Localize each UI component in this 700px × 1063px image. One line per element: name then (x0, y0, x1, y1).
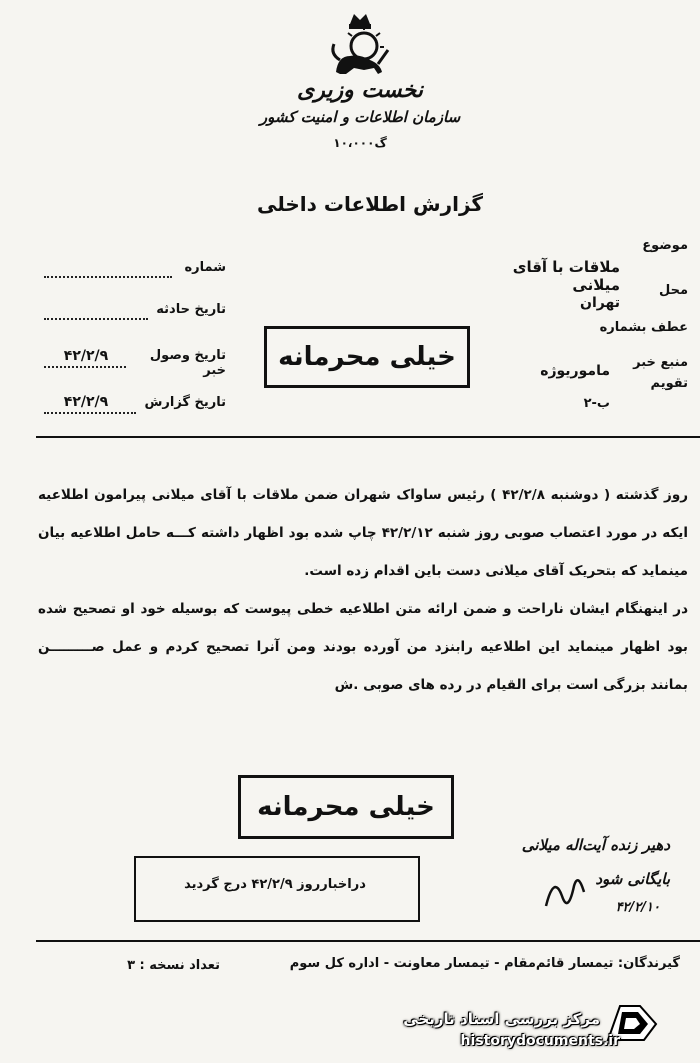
place-value: تهران (580, 295, 620, 311)
calendar-label: تقویم (650, 376, 688, 391)
report-body (38, 476, 688, 704)
reference-label: عطف بشماره (599, 320, 688, 335)
event-date-label: تاریخ حادثه (156, 302, 226, 317)
handwritten-note-line1: دهیر زنده آیت‌اله میلانی (521, 836, 670, 854)
calendar-value: ب-۲ (583, 396, 610, 411)
source-label: منبع خبر (633, 355, 688, 370)
number-label: شماره (184, 260, 226, 275)
report-date-label: تاریخ گزارش (144, 395, 226, 410)
source-value: ماموریوژه (540, 363, 610, 379)
copies-count: تعداد نسخه : ۳ (127, 958, 220, 973)
annotation-text: دراخبارروز ۴۲/۲/۹ درج گردید (184, 877, 366, 892)
document-title: گزارش اطلاعات داخلی (256, 192, 484, 216)
received-date-value: ۴۲/۲/۹ (63, 348, 109, 364)
watermark-name: مرکز بررسی اسناد تاریخی (403, 1010, 600, 1028)
confidential-stamp-top: خیلی محرمانه (264, 326, 470, 388)
org-name-line2: سازمان اطلاعات و امنیت کشور (259, 108, 461, 126)
org-code: گ۱۰،۰۰۰ (333, 136, 387, 150)
received-date-label: تاریخ وصول خبر (149, 348, 226, 378)
handwritten-note-line2: بایگانی شود (595, 870, 670, 888)
confidential-stamp-bottom: خیلی محرمانه (238, 775, 454, 839)
number-dotted-line (44, 276, 172, 278)
body-paragraph-2: در اینهنگام ایشان ناراحت و ضمن ارائه متن اطلاعیه خطی پیوست که بوسیله خود او تصحیح شده بود اظهار مینماید این اطلاعیه رابنزد من آورده بودند ومن آنرا تصحیح کردم و عمل صـــــــــن بمانند بزرگی است برای القیام در رده های صوبی .ش (38, 601, 688, 693)
body-paragraph-1: روز گذشته ( دوشنبه ۴۲/۲/۸ ) رئیس ساواک شهران ضمن ملاقات با آقای میلانی پیرامون اطلاعیه ایکه در مورد اعتصاب صوبی روز شنبه ۴۲/۲/۱۲ چاپ شده بود اظهار داشته کـــه حامل اطلاعیه بیان مینماید که بتحریک آقای میلانی دست باین اقدام زده است. (38, 487, 688, 579)
footer-divider (36, 940, 700, 942)
watermark-url: historydocuments.ir (460, 1033, 620, 1049)
signature-scribble-icon (540, 866, 590, 918)
subject-value: ملاقات با آقای میلانی (512, 258, 620, 294)
recipients-line: گیرندگان: تیمسار قائم‌مقام - تیمسار معاونت - اداره کل سوم (289, 956, 680, 971)
header-divider (36, 436, 700, 438)
org-name-line1: نخست وزیری (297, 78, 423, 103)
handwritten-note-date: ۴۲/۲/۱۰ (615, 900, 660, 915)
subject-label: موضوع (642, 238, 688, 253)
event-date-dotted-line (44, 318, 148, 320)
report-date-dotted-line (44, 412, 136, 414)
place-label: محل (658, 283, 688, 298)
report-date-value: ۴۲/۲/۹ (63, 394, 109, 410)
received-date-dotted-line (44, 366, 126, 368)
